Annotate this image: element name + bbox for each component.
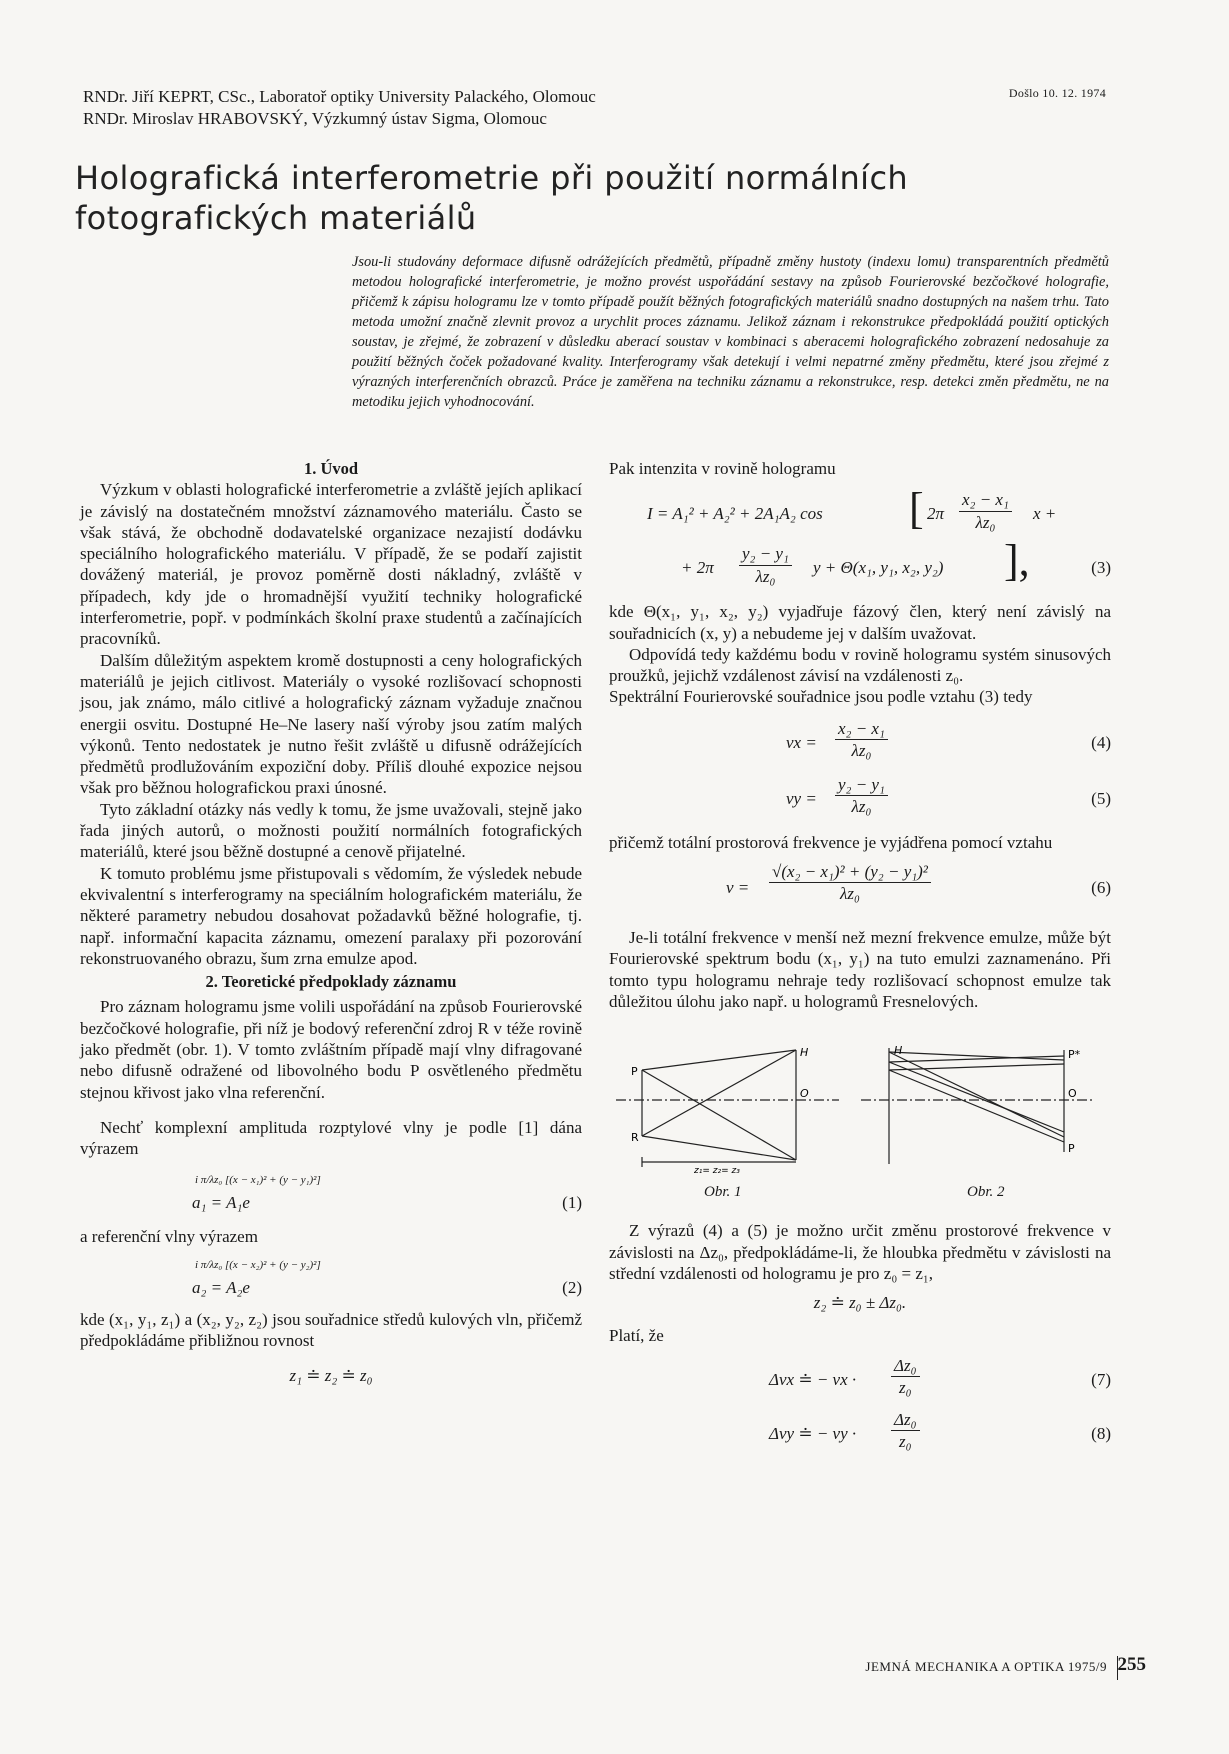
equation-2-body: a₂ = A₂e (192, 1277, 250, 1297)
equation-4-lhs: νx = (786, 732, 817, 752)
paragraph: Nechť komplexní amplituda rozptylové vlny je podle [1] dána výrazem (80, 1117, 582, 1159)
author-affiliations (83, 86, 596, 130)
paragraph: Je-li totální frekvence ν menší než mezní frekvence emulze, může být Fourierovské spektrum bodu (x₁, y₁) na tuto emulzi zaznamenáno. Při tomto typu hologramu nehraje tedy rozlišovací schopnost emulze tak důležitou úlohu jako např. u hologramů Fresnelových. (609, 928, 1111, 1011)
equation-6-fraction: $\frac{\text{√(x₂ − x₁)² + (y₂ − y₁)²}}{\text{λz₀}}$ (769, 861, 931, 905)
author-1: RNDr. Jiří KEPRT, CSc., Laboratoř optiky University Palackého, Olomouc (83, 87, 596, 106)
equation-3-fraction-y: $\frac{\text{y₂ − y₁}}{\text{λz₀}}$ (739, 543, 792, 587)
equation-1-exponent: i π/λz₀ [(x − x₁)² + (y − y₁)²] (195, 1173, 321, 1186)
equation-1 (80, 1170, 582, 1222)
equation-5-lhs: νy = (786, 788, 817, 808)
equation-3-2pi-y: + 2π (681, 558, 714, 578)
label-H: H (800, 1046, 809, 1060)
paragraph: Pak intenzita v rovině hologramu (609, 459, 836, 478)
equation-z2: z₂ ≐ z₀ ± Δz₀. (813, 1293, 907, 1313)
figures (609, 1042, 1111, 1210)
equation-7-lhs: Δνx ≐ − νx · (769, 1369, 857, 1389)
equation-8-fraction: $\frac{\text{Δz₀}}{\text{z₀}}$ (891, 1409, 920, 1453)
paragraph: Výzkum v oblasti holografické interferometrie a zvláště jejích aplikací je závislý na dostatečném množství záznamového materiálu. Často se však stává, že obchodně dodavatelské organizace nezajistí dodávku speciálního holografického materiálu. V případě, že se podaří zajistit dovážený materiál, je provoz poměrně dosti nákladný, zvláště v případech, kdy jde o hromadnější využití techniky holografické interferometrie, popř. v podmínkách školní praxe studentů a začínajících pracovníků. (80, 480, 582, 649)
figure-2-caption: Obr. 2 (967, 1184, 1005, 1201)
journal-footer: JEMNÁ MECHANIKA A OPTIKA 1975/9 (865, 1659, 1107, 1674)
paragraph: K tomuto problému jsme přistupovali s vědomím, že výsledek nebude ekvivalentní s interferogramy na speciálním holografickém materiálu, že některé parametry nebudou dosahovat požadavků běžné holografie, tj. např. informační kapacita záznamu, omezení paralaxy při pozorování rekonstruovaného obrazu, šum zrna emulze apod. (80, 863, 582, 968)
label-P: P (1068, 1142, 1075, 1156)
left-column (80, 458, 582, 1387)
article-title (75, 158, 975, 238)
label-R: R (631, 1131, 639, 1145)
equation-5 (609, 772, 1111, 824)
equation-3-2pi: 2π (927, 504, 945, 524)
equation-6-number: (6) (1091, 878, 1111, 898)
equation-2 (80, 1255, 582, 1307)
equation-8 (609, 1407, 1111, 1459)
abstract: Jsou-li studovány deformace difusně odrážejících předmětů, případně změny hustoty (indexu lomu) transparentních předmětů metodou holografické interferometrie, je možno provést uspořádání sestavy na způsob Fourierovské bezčočkové holografie, přičemž k zápisu hologramu lze v tomto případě použít běžných fotografických materiálů snadno dostupných na našem trhu. Tato metoda umožní značně zlevnit provoz a urychlit proces záznamu. Jelikož záznam i rekonstrukce předpokládá použití optických soustav, je zřejmé, že zobrazení v důsledku aberací soustav v kombinaci s aberacemi holografického zobrazení nedosahuje za použití běžných čoček požadované kvality. Interferogramy však detekují i velmi nepatrné změny předmětu, které jsou zřejmé z výrazných interferenčních obrazců. Práce je zaměřena na techniku záznamu a rekonstrukce, resp. detekci změn předmětu, ne na metodiku jejich vyhodnocování. (352, 254, 1109, 410)
equation-5-fraction: $\frac{\text{y₂ − y₁}}{\text{λz₀}}$ (835, 774, 888, 818)
section-2-heading: 2. Teoretické předpoklady záznamu (205, 972, 457, 992)
title-line-1: Holografická interferometrie při použití normálních (75, 159, 909, 197)
author-2: RNDr. Miroslav HRABOVSKÝ, Výzkumný ústav Sigma, Olomouc (83, 109, 547, 128)
equation-2-exponent: i π/λz₀ [(x − x₂)² + (y − y₂)²] (195, 1258, 321, 1271)
equation-6 (609, 859, 1111, 915)
paragraph: Platí, že (609, 1326, 664, 1346)
figure-1-diagram (614, 1042, 844, 1174)
label-P: P (631, 1065, 638, 1079)
paragraph: Z výrazů (4) a (5) je možno určit změnu prostorové frekvence v závislosti na Δz₀, předpokládáme-li, že hloubka předmětu v závislosti na střední vzdálenosti od hologramu je pro z₀ = z₁, (609, 1221, 1111, 1283)
equation-6-lhs: ν = (726, 878, 750, 898)
paragraph: kde Θ(x₁, y₁, x₂, y₂) vyjadřuje fázový člen, který není závislý na souřadnicích (x, y) a nebudeme jej v dalším uvažovat. (609, 602, 1111, 643)
label-P-star: P* (1068, 1048, 1081, 1062)
right-column (609, 458, 1111, 1459)
label-distance: z₁= z₂= z₃ (694, 1166, 740, 1175)
equation-8-lhs: Δνy ≐ − νy · (769, 1423, 857, 1443)
equation-2-number: (2) (562, 1277, 582, 1297)
equation-7-number: (7) (1091, 1369, 1111, 1389)
equation-7 (609, 1353, 1111, 1405)
label-O: O (1068, 1087, 1077, 1101)
equation-z: z₁ ≐ z₂ ≐ z₀ (289, 1366, 373, 1386)
equation-7-fraction: $\frac{\text{Δz₀}}{\text{z₀}}$ (891, 1355, 920, 1399)
equation-3-x-term: x + (1033, 504, 1057, 524)
equation-1-number: (1) (562, 1192, 582, 1212)
section-1-heading: 1. Úvod (303, 459, 359, 478)
equation-3-part-a: I = A₁² + A₂² + 2A₁A₂ cos (647, 504, 823, 524)
paragraph: kde (x₁, y₁, z₁) a (x₂, y₂, z₂) jsou souřadnice středů kulových vln, přičemž předpokládáme přibližnou rovnost (80, 1309, 582, 1351)
figure-2-diagram (859, 1042, 1099, 1174)
paragraph: Dalším důležitým aspektem kromě dostupnosti a ceny holografických materiálů je jejich citlivost. Materiály o vysoké rozlišovací schopnosti jsou, jak známo, málo citlivé a holografický záznam vyžaduje značnou energii osvitu. Dostupné He–Ne lasery naší výroby jsou zatím malých výkonů. Tento nedostatek je nutno řešit zvláště u difusně odrážejících předmětů prodlužováním expoziční doby. Příliš dlouhé expozice nejsou však pro běžnou holografickou praxi únosné. (80, 650, 582, 798)
right-bracket: ], (1004, 536, 1030, 586)
equation-4 (609, 716, 1111, 768)
equation-4-number: (4) (1091, 732, 1111, 752)
equation-3-fraction-x: $\frac{\text{x₂ − x₁}}{\text{λz₀}}$ (959, 489, 1012, 533)
paragraph: Spektrální Fourierovské souřadnice jsou podle vztahu (3) tedy (609, 687, 1033, 707)
paragraph: Pro záznam hologramu jsme volili uspořádání na způsob Fourierovské bezčočkové holografie, při níž je bodový referenční zdroj R v téže rovině jako předmět (obr. 1). V tomto zvláštním případě mají vlny difragované nebo difusně odražené od libovolného bodu P osvětleného předmětu stejnou křivost jako vlna referenční. (80, 997, 582, 1102)
equation-5-number: (5) (1091, 788, 1111, 808)
paragraph: Odpovídá tedy každému bodu v rovině hologramu systém sinusových proužků, jejichž vzdálenost závisí na vzdálenosti z₀. (609, 644, 1111, 686)
equation-1-body: a₁ = A₁e (192, 1192, 250, 1212)
received-date: Došlo 10. 12. 1974 (1008, 86, 1106, 100)
label-O: O (800, 1087, 809, 1101)
equation-3-y-term: y + Θ(x₁, y₁, x₂, y₂) (813, 558, 944, 578)
equation-8-number: (8) (1091, 1423, 1111, 1443)
equation-3 (609, 483, 1111, 593)
left-bracket: [ (909, 484, 924, 534)
paragraph: přičemž totální prostorová frekvence je vyjádřena pomocí vztahu (609, 832, 1053, 852)
paragraph: Tyto základní otázky nás vedly k tomu, že jsme uvažovali, stejně jako řada jiných autorů, o možnosti použití normálních fotografických materiálů, které jsou běžně dostupné a cenově přijatelné. (80, 799, 582, 862)
figure-1-caption: Obr. 1 (704, 1184, 742, 1201)
page-number: 255 (1117, 1654, 1146, 1675)
equation-4-fraction: $\frac{\text{x₂ − x₁}}{\text{λz₀}}$ (835, 718, 888, 762)
label-H: H (894, 1044, 903, 1058)
paragraph: a referenční vlny výrazem (80, 1226, 258, 1246)
equation-3-number: (3) (1091, 558, 1111, 578)
title-line-2: fotografických materiálů (75, 199, 477, 237)
